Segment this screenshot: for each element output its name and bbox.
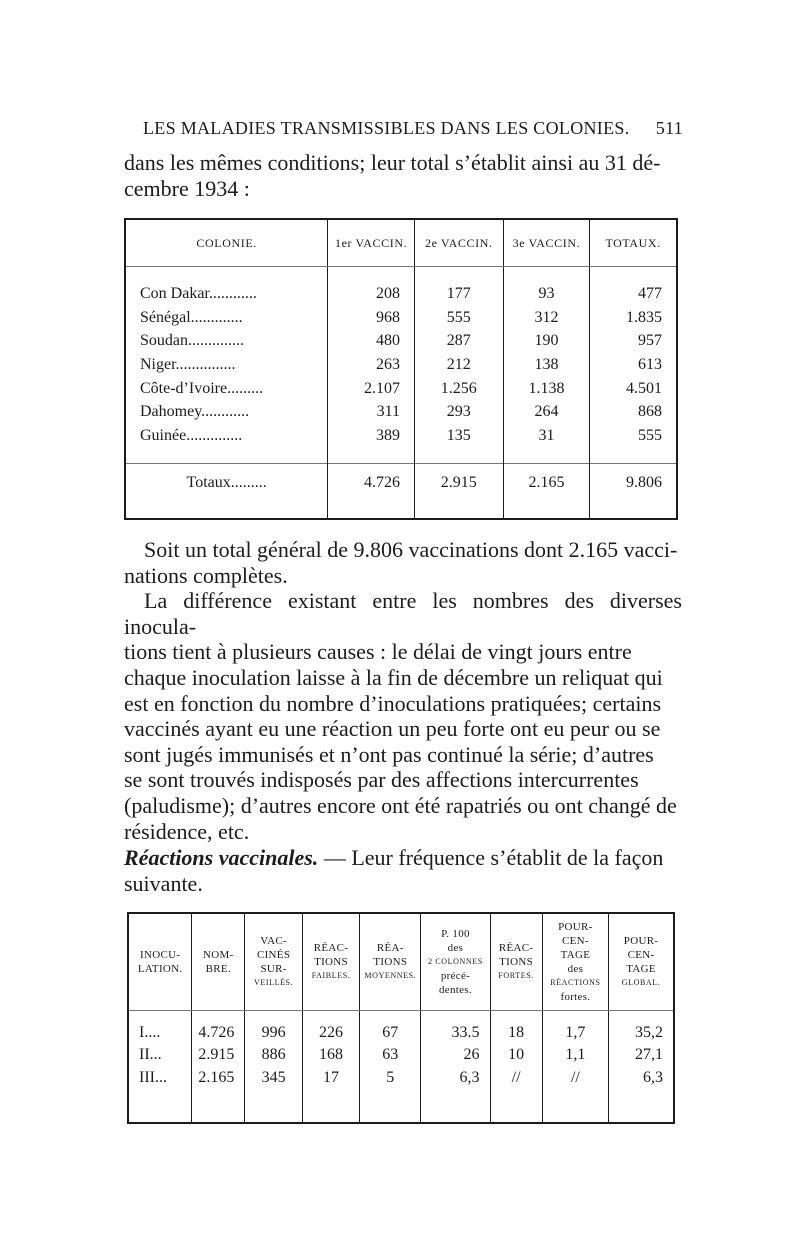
table-cell: 1.138 (503, 377, 590, 401)
table-cell (360, 1089, 421, 1123)
table-cell: Guinée.............. (125, 424, 328, 448)
table-cell (590, 448, 677, 464)
table-cell: 67 (360, 1022, 421, 1044)
intro-line: cembre 1934 : (124, 175, 250, 201)
col-header-vaccin-2: 2e VACCIN. (414, 219, 503, 267)
body-line: se sont trouvés indisposés par des affections intercurrentes (124, 767, 639, 793)
col-header-line: CEN- (561, 935, 589, 947)
table-cell: III... (128, 1066, 192, 1088)
col-header (360, 913, 421, 1011)
table-row (125, 306, 677, 330)
col-header-line: TAGE (560, 949, 591, 961)
col-header-line: FORTES. (498, 971, 534, 980)
col-header-line: TAGE (626, 963, 656, 975)
col-header-line: RÉAC- (313, 942, 349, 954)
table-row (125, 282, 677, 306)
table-cell: 389 (328, 424, 415, 448)
col-header-line: INOCU- (140, 949, 181, 961)
col-header-line: POUR- (558, 921, 593, 933)
body-line: vaccinés ayant eu une réaction un peu forte ont eu peur ou se (124, 716, 661, 742)
table-cell: 18 (490, 1022, 542, 1044)
table-cell (302, 1089, 359, 1123)
col-header (128, 913, 192, 1011)
col-header-line: précé- (440, 970, 471, 982)
table-cell: 480 (328, 329, 415, 353)
col-header-vaccin-3: 3e VACCIN. (503, 219, 590, 267)
col-header-line: RÉACTIONS (550, 978, 601, 987)
table-cell: 868 (638, 403, 662, 421)
col-header (245, 913, 303, 1011)
table-cell (542, 1089, 608, 1123)
table-cell: 35,2 (635, 1024, 663, 1042)
col-header-line: GLOBAL. (621, 978, 661, 987)
col-header-line: fortes. (560, 991, 591, 1003)
table-cell: 2.107 (328, 377, 415, 401)
table-cell: 555 (414, 306, 503, 330)
col-header-line: SUR- (260, 963, 287, 975)
table-cell: 293 (414, 401, 503, 425)
table-row (125, 329, 677, 353)
table-cell: 190 (503, 329, 590, 353)
table-cell: 264 (503, 401, 590, 425)
spacer-row (128, 1089, 674, 1123)
table-cell: 177 (414, 282, 503, 306)
col-header (542, 913, 608, 1011)
col-header-line: VAC- (260, 935, 287, 947)
page-number: 511 (655, 118, 683, 138)
table-cell: 287 (414, 329, 503, 353)
total-row (125, 464, 677, 503)
col-header-line: POUR- (623, 935, 659, 947)
header-title: LES MALADIES TRANSMISSIBLES DANS LES COLONIES. (143, 118, 630, 138)
table-cell: 1,1 (542, 1044, 608, 1066)
table-cell: 2.165 (192, 1066, 245, 1088)
table-cell (328, 448, 415, 464)
body-line: chaque inoculation laisse à la fin de décembre un reliquat qui (124, 664, 663, 690)
total-cell: 9.806 (590, 464, 677, 503)
vaccinal-reactions-table (127, 912, 675, 1124)
table-header-row (125, 219, 677, 267)
body-paragraph (124, 537, 682, 844)
table-cell: 886 (245, 1044, 303, 1066)
table-cell: 135 (414, 424, 503, 448)
table-cell (503, 448, 590, 464)
table-cell (245, 1089, 303, 1123)
table-cell: 477 (638, 284, 662, 302)
spacer-row (128, 1011, 674, 1023)
table-cell: 33.5 (421, 1022, 490, 1044)
table-cell: 93 (503, 282, 590, 306)
table-cell (503, 503, 590, 519)
spacer-row (125, 503, 677, 519)
col-header-line: VEILLÉS. (253, 978, 294, 987)
table-cell: 311 (328, 401, 415, 425)
col-header-line: TIONS (499, 956, 534, 968)
table-cell: 138 (503, 353, 590, 377)
body-line: résidence, etc. (124, 818, 250, 844)
spacer-row (125, 448, 677, 464)
col-header (192, 913, 245, 1011)
body-line: sont jugés immunisés et n’ont pas continué la série; d’autres (124, 741, 654, 767)
table-row (125, 401, 677, 425)
table-cell: 226 (302, 1022, 359, 1044)
table-cell: 2.915 (192, 1044, 245, 1066)
table-cell: 968 (328, 306, 415, 330)
table-cell (414, 448, 503, 464)
table-cell: 208 (328, 282, 415, 306)
col-header-line: LATION. (137, 963, 183, 975)
table-row (125, 424, 677, 448)
table-cell (128, 1089, 192, 1123)
col-header-line: RÉA- (376, 942, 404, 954)
table-row (125, 377, 677, 401)
col-header-line: CINÉS (256, 949, 291, 961)
col-header-line: P. 100 (441, 928, 470, 940)
col-header (302, 913, 359, 1011)
table-cell: 6,3 (643, 1068, 663, 1086)
vaccination-totals-table (124, 218, 678, 520)
table-cell (125, 503, 328, 519)
table-row (128, 1066, 674, 1088)
total-cell: 2.915 (414, 464, 503, 503)
total-cell: Totaux......... (125, 464, 328, 503)
body-line: La différence existant entre les nombres des diverses inocula- (124, 588, 682, 639)
col-header-line: MOYENNES. (364, 971, 417, 980)
table-cell: 63 (360, 1044, 421, 1066)
table-row (125, 353, 677, 377)
table-cell: 212 (414, 353, 503, 377)
col-header-line: des (447, 942, 464, 954)
table-cell: 1,7 (542, 1022, 608, 1044)
table-cell (414, 503, 503, 519)
table-cell: 31 (503, 424, 590, 448)
reactions-paragraph (124, 845, 682, 896)
table-cell: I.... (128, 1022, 192, 1044)
body-line: est en fonction du nombre d’inoculations pratiquées; certains (124, 690, 662, 716)
table-cell: Côte-d’Ivoire......... (125, 377, 328, 401)
col-header-line: FAIBLES. (311, 971, 351, 980)
table-cell: Dahomey............ (125, 401, 328, 425)
table-cell: Niger............... (125, 353, 328, 377)
col-header-line: 2 COLONNES (428, 957, 483, 966)
table-cell: 6,3 (421, 1066, 490, 1088)
col-header-line: TIONS (314, 956, 348, 968)
table-cell: // (542, 1066, 608, 1088)
table-cell (490, 1089, 542, 1123)
body-line: (paludisme); d’autres encore ont été rapatriés ou ont changé de (124, 792, 677, 818)
table-cell: 10 (490, 1044, 542, 1066)
col-header-line: NOM- (203, 949, 234, 961)
col-header-line: BRE. (205, 963, 231, 975)
table-cell: 1.256 (414, 377, 503, 401)
table-cell: 555 (638, 427, 662, 445)
table-cell: // (490, 1066, 542, 1088)
col-header-vaccin-1: 1er VACCIN. (328, 219, 415, 267)
table-cell (609, 1089, 674, 1123)
intro-line: dans les mêmes conditions; leur total s’établit ainsi au 31 dé- (124, 150, 661, 175)
total-cell: 4.726 (328, 464, 415, 503)
table-cell: 263 (328, 353, 415, 377)
col-header-line: TIONS (373, 956, 408, 968)
table-cell: 27,1 (635, 1046, 663, 1064)
table-cell (192, 1089, 245, 1123)
table-cell: 26 (421, 1044, 490, 1066)
col-header (609, 913, 674, 1011)
reactions-line (124, 845, 682, 871)
col-header (490, 913, 542, 1011)
table-cell: 1.835 (626, 308, 662, 326)
total-cell: 2.165 (503, 464, 590, 503)
intro-paragraph (124, 150, 682, 201)
table-cell (421, 1089, 490, 1123)
table-cell: 168 (302, 1044, 359, 1066)
table-cell: 957 (638, 332, 662, 350)
table-cell: Sénégal............. (125, 306, 328, 330)
table-row (128, 1044, 674, 1066)
table-cell (125, 448, 328, 464)
body-line: tions tient à plusieurs causes : le délai de vingt jours entre (124, 639, 632, 665)
col-header-colonie: COLONIE. (125, 219, 328, 267)
table-cell: 4.501 (626, 379, 662, 397)
col-header-line: RÉAC- (498, 942, 534, 954)
table-row (128, 1022, 674, 1044)
table-cell (328, 503, 415, 519)
table-cell: 613 (638, 356, 662, 374)
spacer-row (125, 267, 677, 283)
body-line: nations complètes. (124, 562, 288, 588)
table-header-row (128, 913, 674, 1011)
table-cell (590, 503, 677, 519)
table-cell: 345 (245, 1066, 303, 1088)
reactions-line: suivante. (124, 870, 203, 896)
reactions-heading: Réactions vaccinales. (124, 845, 319, 870)
table-cell: II... (128, 1044, 192, 1066)
col-header-totaux: TOTAUX. (590, 219, 677, 267)
col-header (421, 913, 490, 1011)
table-cell: Soudan.............. (125, 329, 328, 353)
table-cell: Con Dakar............ (125, 282, 328, 306)
reactions-text: — Leur fréquence s’établit de la façon (318, 845, 664, 870)
running-header (143, 118, 683, 139)
body-line: Soit un total général de 9.806 vaccinations dont 2.165 vacci- (144, 537, 678, 562)
table-cell: 17 (302, 1066, 359, 1088)
table-cell: 312 (503, 306, 590, 330)
col-header-line: des (567, 963, 584, 975)
col-header-line: dentes. (438, 984, 472, 996)
col-header-line: CEN- (627, 949, 655, 961)
table-cell: 5 (360, 1066, 421, 1088)
table-cell: 4.726 (192, 1022, 245, 1044)
table-cell: 996 (245, 1022, 303, 1044)
